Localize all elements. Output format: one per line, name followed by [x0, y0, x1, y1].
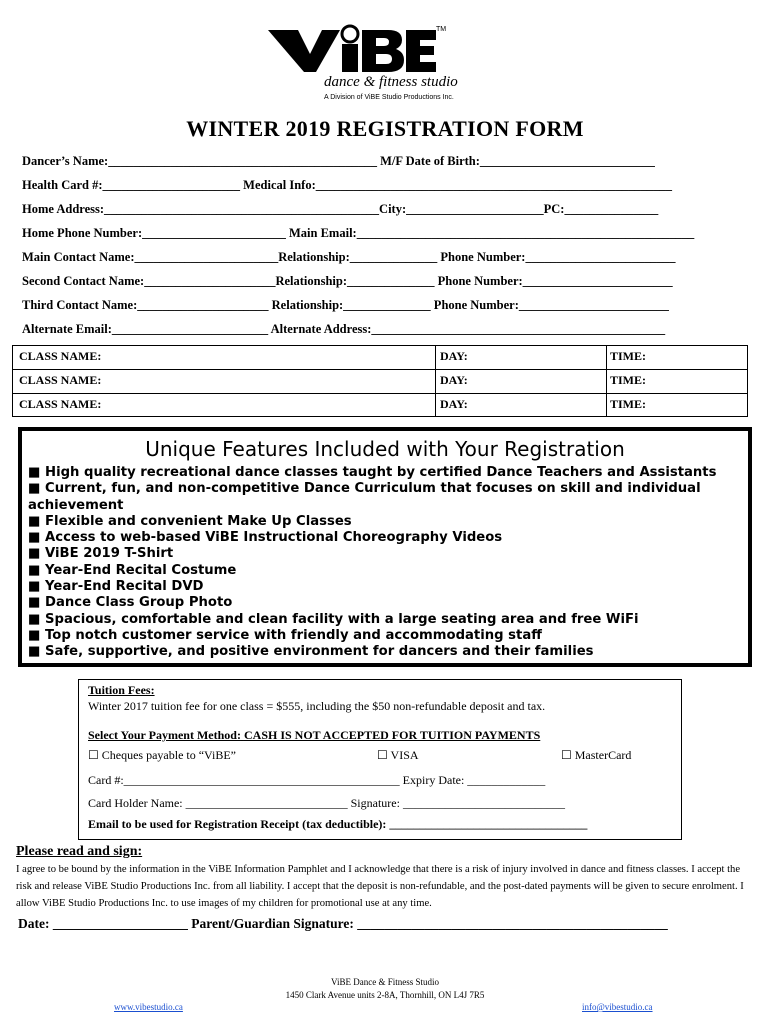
trademark-symbol: TM: [436, 26, 447, 33]
payment-note: CASH IS NOT ACCEPTED FOR TUITION PAYMENTS: [243, 728, 541, 742]
footer-studio-name: ViBE Dance & Fitness Studio: [331, 977, 439, 987]
class-table: [12, 345, 748, 417]
tuition-fee-text: Winter 2017 tuition fee for one class = $555, including the $50 non-refundable deposit and tax.: [88, 699, 546, 713]
list-item: ■ Year-End Recital Costume: [28, 562, 237, 578]
logo-tagline: dance & fitness studio: [324, 74, 458, 90]
tuition-box: [78, 679, 682, 840]
time-cell[interactable]: TIME:: [610, 349, 646, 363]
payment-method-label: [88, 728, 540, 743]
form-title: WINTER 2019 REGISTRATION FORM: [186, 116, 584, 141]
signature-line[interactable]: Date: ____________________ Parent/Guardian Signature: ______________________________________________: [18, 916, 668, 931]
list-item: ■ Year-End Recital DVD: [28, 579, 204, 595]
day-cell[interactable]: DAY:: [440, 397, 468, 411]
home-phone-field[interactable]: Home Phone Number:_______________________ Main Email:______________________________________________________: [22, 226, 695, 240]
home-address-field[interactable]: Home Address:____________________________________________City:______________________PC:_______________: [22, 202, 659, 216]
list-item: ■ Top notch customer service with friendly and accommodating staff: [28, 627, 542, 643]
tuition-heading: Tuition Fees:: [88, 683, 155, 697]
dancer-name-field[interactable]: Dancer’s Name:___________________________________________ M/F Date of Birth:____________________________: [22, 154, 655, 168]
studio-logo: [268, 24, 464, 106]
card-holder-field[interactable]: Card Holder Name: ___________________________ Signature: ___________________________: [88, 796, 565, 810]
features-heading: Unique Features Included with Your Registration: [145, 437, 625, 461]
list-item: ■ High quality recreational dance classes taught by certified Dance Teachers and Assistants: [28, 465, 717, 480]
list-item: ■ Flexible and convenient Make Up Classes: [28, 513, 352, 529]
list-item: ■ Current, fun, and non-competitive Dance Curriculum that focuses on skill and individual achievement: [28, 481, 701, 513]
list-item: ■ Spacious, comfortable and clean facility with a large seating area and free WiFi: [28, 611, 639, 627]
list-item: ■ Dance Class Group Photo: [28, 595, 233, 611]
third-contact-field[interactable]: Third Contact Name:_____________________ Relationship:______________ Phone Number:________________________: [22, 298, 669, 312]
day-cell[interactable]: DAY:: [440, 373, 468, 387]
logo-subtitle: A Division of ViBE Studio Productions Inc.: [324, 94, 454, 101]
class-name-cell[interactable]: CLASS NAME:: [19, 397, 102, 411]
class-name-cell[interactable]: CLASS NAME:: [19, 373, 102, 387]
second-contact-field[interactable]: Second Contact Name:_____________________Relationship:______________ Phone Number:________________________: [22, 274, 673, 288]
table-row: [13, 370, 747, 394]
day-cell[interactable]: DAY:: [440, 349, 468, 363]
agreement-text: I agree to be bound by the information in the ViBE Information Pamphlet and I acknowledge that there is a risk of injury involved in dance and fitness classes. I accept the risk and release ViBE Studio Productions Inc. from all liability. I accept that the deposit is non-refundable, and the post-dated payments will be given to secure enrolment. I allow ViBE Studio Productions Inc. to use images of my children for promotional use at any time.: [16, 864, 744, 909]
card-number-field[interactable]: Card #:______________________________________________ Expiry Date: _____________: [88, 773, 546, 787]
table-row: [13, 346, 747, 370]
footer-email-link[interactable]: info@vibestudio.ca: [582, 1002, 653, 1012]
payment-label: Select Your Payment Method:: [88, 728, 241, 742]
list-item: ■ Access to web-based ViBE Instructional Choreography Videos: [28, 530, 503, 546]
footer-address: 1450 Clark Avenue units 2-8A, Thornhill, ON L4J 7R5: [285, 990, 485, 1000]
cheque-checkbox[interactable]: ☐ Cheques payable to “ViBE”: [88, 748, 236, 762]
agreement-heading: Please read and sign:: [16, 844, 143, 859]
list-item: ■ Safe, supportive, and positive environment for dancers and their families: [28, 644, 594, 660]
class-name-cell[interactable]: CLASS NAME:: [19, 349, 102, 363]
time-cell[interactable]: TIME:: [610, 373, 646, 387]
health-card-field[interactable]: Health Card #:______________________ Medical Info:_________________________________________________________: [22, 178, 672, 192]
footer-website-link[interactable]: www.vibestudio.ca: [114, 1002, 183, 1012]
vibe-logo-mark: [268, 24, 464, 74]
receipt-email-field[interactable]: Email to be used for Registration Receipt (tax deductible): _________________________________: [88, 817, 588, 831]
table-row: [13, 394, 747, 418]
time-cell[interactable]: TIME:: [610, 397, 646, 411]
visa-checkbox[interactable]: ☐ VISA: [377, 748, 419, 762]
list-item: ■ ViBE 2019 T-Shirt: [28, 546, 174, 562]
alternate-email-field[interactable]: Alternate Email:_________________________ Alternate Address:_______________________________________________: [22, 322, 666, 336]
features-box: [18, 427, 752, 667]
main-contact-field[interactable]: Main Contact Name:_______________________Relationship:______________ Phone Number:________________________: [22, 250, 676, 264]
features-list: [28, 465, 744, 661]
mastercard-checkbox[interactable]: ☐ MasterCard: [561, 748, 632, 762]
